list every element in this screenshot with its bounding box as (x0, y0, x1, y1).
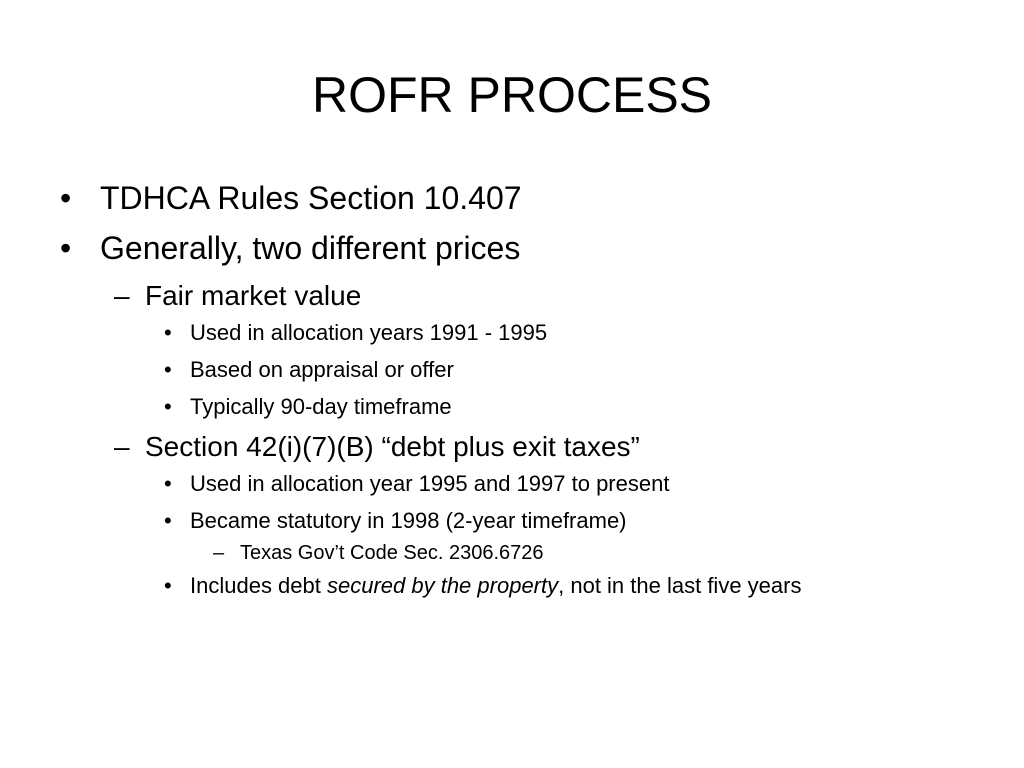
bullet-two-prices (60, 228, 960, 268)
list-item-text: Typically 90-day timeframe (190, 394, 452, 419)
list-item (60, 469, 960, 499)
bullet-text: Generally, two different prices (100, 230, 521, 266)
slide-title: ROFR PROCESS (311, 67, 713, 123)
list-item-text: Based on appraisal or offer (190, 357, 454, 382)
list-item (60, 392, 960, 422)
bullet-marker: • (164, 471, 172, 496)
sub-list-item (60, 540, 960, 566)
list-item (60, 318, 960, 348)
list-item-text: Used in allocation years 1991 - 1995 (190, 320, 548, 345)
subbullet-fair-market-value (60, 278, 960, 314)
subbullet-section-42 (60, 429, 960, 465)
list-item (60, 506, 960, 536)
bullet-marker: • (164, 320, 172, 345)
list-item-text: Became statutory in 1998 (2-year timeframe) (190, 508, 627, 533)
dash-marker: – (114, 280, 130, 311)
dash-marker: – (114, 431, 130, 462)
bullet-tdhca-rules (60, 178, 960, 218)
list-item-includes-debt (60, 572, 930, 600)
bullet-marker: • (60, 180, 72, 216)
dash-marker: – (213, 542, 225, 564)
list-item (60, 355, 960, 385)
subbullet-text: Fair market value (145, 280, 362, 311)
bullet-marker: • (60, 230, 72, 266)
slide-body (60, 178, 960, 607)
list-item-text-after: , not in the last five years (558, 573, 802, 598)
list-item-text-italic: secured by the property (326, 573, 559, 598)
bullet-text: TDHCA Rules Section 10.407 (100, 180, 522, 216)
subbullet-text: Section 42(i)(7)(B) “debt plus exit taxes” (145, 431, 640, 462)
bullet-marker: • (164, 357, 172, 382)
bullet-marker: • (164, 508, 172, 533)
sub-list-item-text: Texas Gov’t Code Sec. 2306.6726 (240, 542, 544, 564)
bullet-marker: • (164, 394, 172, 419)
list-item-text-before: Includes debt (190, 573, 327, 598)
list-item-text: Used in allocation year 1995 and 1997 to present (190, 471, 670, 496)
bullet-marker: • (164, 573, 172, 598)
